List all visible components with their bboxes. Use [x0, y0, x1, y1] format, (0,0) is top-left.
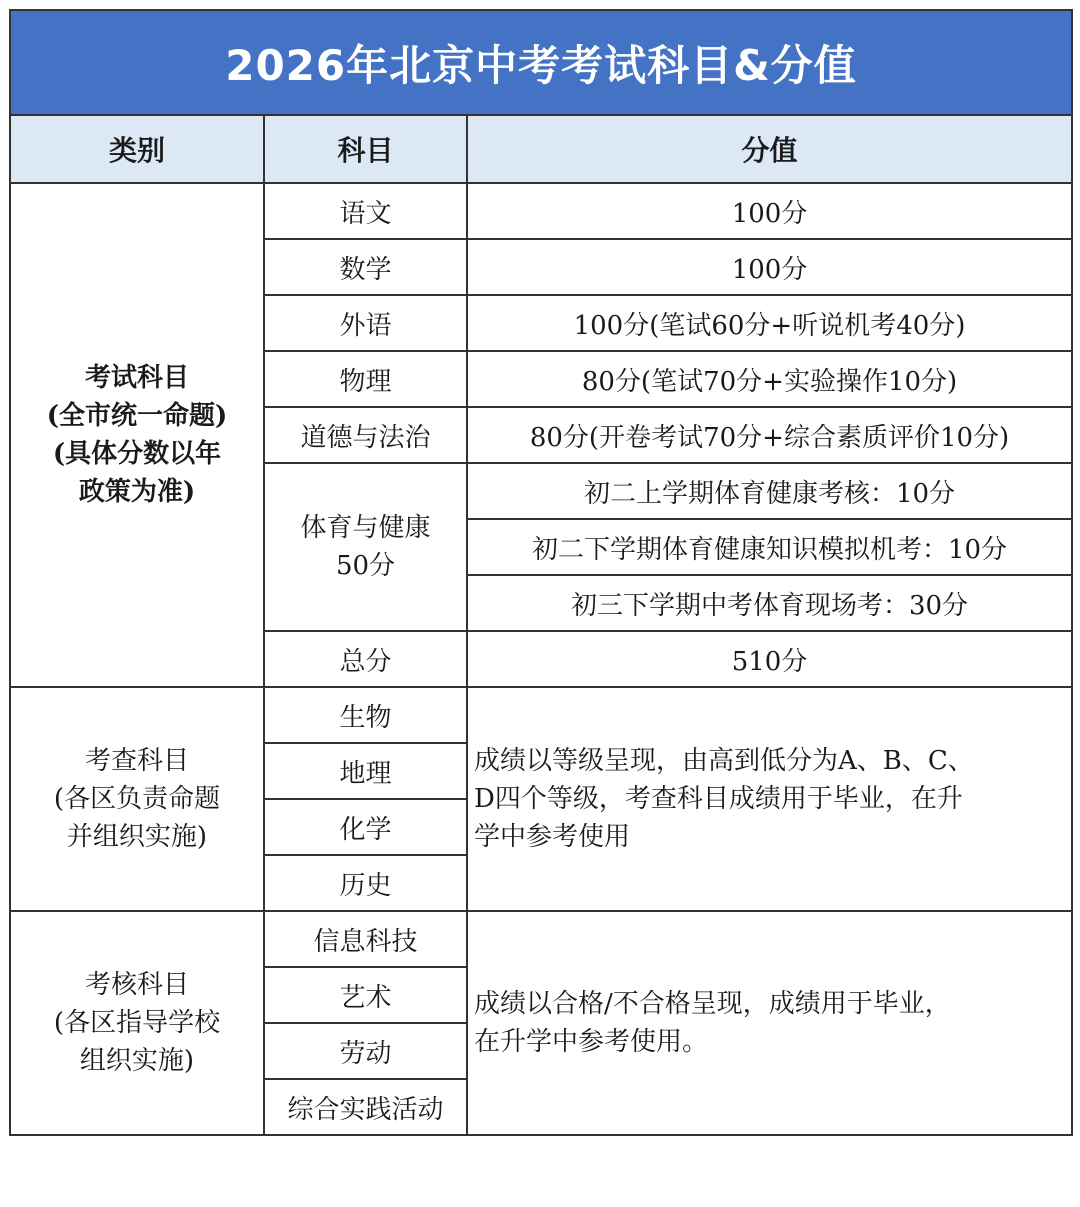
score-cell: 初二下学期体育健康知识模拟机考：10分	[467, 519, 1072, 575]
subject-cell: 外语	[264, 295, 467, 351]
exam-subjects-table-container	[9, 9, 1071, 1136]
header-score: 分值	[467, 115, 1072, 183]
header-category: 类别	[10, 115, 264, 183]
category-review-subjects: 考查科目 (各区负责命题 并组织实施)	[10, 687, 264, 911]
subject-cell: 艺术	[264, 967, 467, 1023]
score-cell: 80分(笔试70分+实验操作10分)	[467, 351, 1072, 407]
header-subject: 科目	[264, 115, 467, 183]
subject-cell: 生物	[264, 687, 467, 743]
table-row	[10, 183, 1072, 239]
score-cell-total: 510分	[467, 631, 1072, 687]
table-row	[10, 911, 1072, 967]
subject-cell: 数学	[264, 239, 467, 295]
exam-subjects-table	[9, 9, 1073, 1136]
score-cell: 80分(开卷考试70分+综合素质评价10分)	[467, 407, 1072, 463]
subject-cell: 历史	[264, 855, 467, 911]
subject-cell: 道德与法治	[264, 407, 467, 463]
subject-cell: 综合实践活动	[264, 1079, 467, 1135]
subject-cell-total: 总分	[264, 631, 467, 687]
score-cell: 100分	[467, 239, 1072, 295]
table-title: 2026年北京中考考试科目&分值	[10, 10, 1072, 115]
subject-cell: 劳动	[264, 1023, 467, 1079]
subject-cell-pe: 体育与健康 50分	[264, 463, 467, 631]
subject-cell: 信息科技	[264, 911, 467, 967]
score-cell: 初二上学期体育健康考核：10分	[467, 463, 1072, 519]
score-cell: 100分(笔试60分+听说机考40分)	[467, 295, 1072, 351]
table-row	[10, 687, 1072, 743]
subject-cell: 地理	[264, 743, 467, 799]
score-cell: 初三下学期中考体育现场考：30分	[467, 575, 1072, 631]
category-exam-subjects: 考试科目 (全市统一命题) (具体分数以年 政策为准)	[10, 183, 264, 687]
subject-cell: 物理	[264, 351, 467, 407]
category-assessment-subjects: 考核科目 (各区指导学校 组织实施)	[10, 911, 264, 1135]
review-description: 成绩以等级呈现，由高到低分为A、B、C、 D四个等级，考查科目成绩用于毕业，在升 学中参考使用	[467, 687, 1072, 911]
subject-cell: 语文	[264, 183, 467, 239]
assessment-description: 成绩以合格/不合格呈现，成绩用于毕业， 在升学中参考使用。	[467, 911, 1072, 1135]
score-cell: 100分	[467, 183, 1072, 239]
subject-cell: 化学	[264, 799, 467, 855]
